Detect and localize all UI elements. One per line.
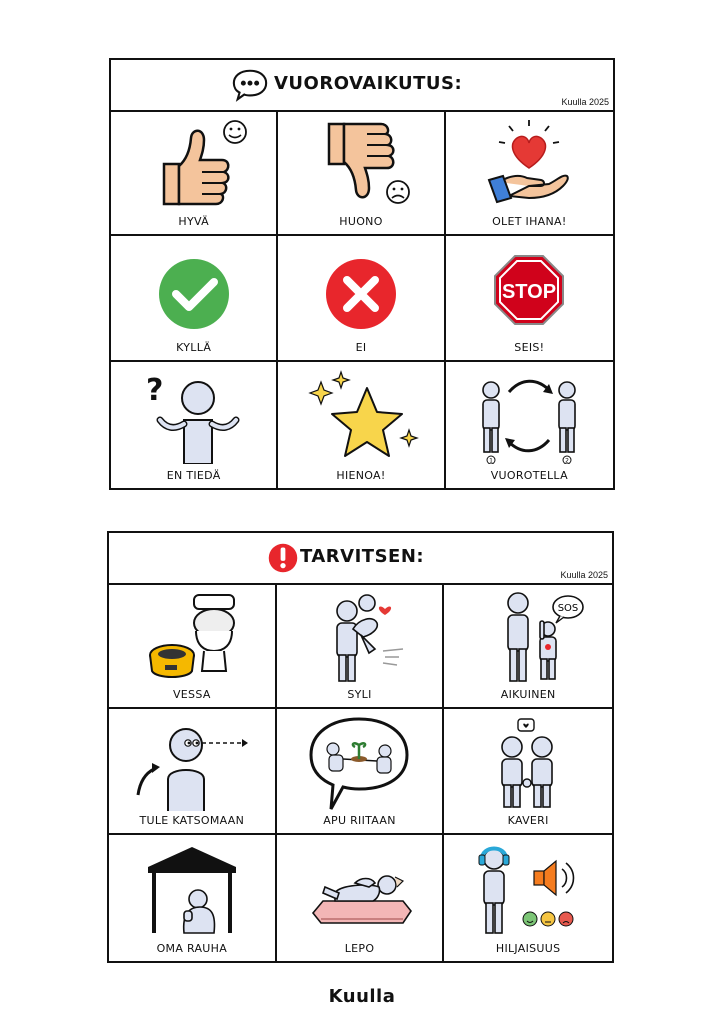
- symbol-label: OMA RAUHA: [156, 942, 228, 955]
- symbol-card-lepo[interactable]: [277, 835, 445, 961]
- symbol-card-syli[interactable]: [277, 583, 445, 709]
- thumbs-up-icon: [134, 116, 254, 212]
- symbol-card-olet-ihana[interactable]: [446, 110, 613, 236]
- look-icon: [132, 715, 252, 811]
- svg-text:?: ?: [145, 373, 164, 408]
- svg-text:SOS: SOS: [557, 603, 579, 614]
- toilet-icon: [132, 589, 252, 685]
- take-turns-icon: [469, 368, 589, 464]
- board-title: VUOROVAIKUTUS:: [274, 73, 463, 94]
- symbol-card-hyva[interactable]: [111, 110, 278, 236]
- symbol-card-hiljaisuus[interactable]: [444, 835, 612, 961]
- symbol-label: HYVÄ: [178, 215, 209, 228]
- board-header: [111, 60, 613, 112]
- symbol-card-tule-katsomaan[interactable]: [109, 709, 277, 835]
- symbol-label: TULE KATSOMAAN: [139, 814, 245, 827]
- symbol-card-apu-riitaan[interactable]: [277, 709, 445, 835]
- symbol-card-vuorotella[interactable]: [446, 362, 613, 488]
- symbol-label: HUONO: [339, 215, 383, 228]
- symbol-label: APU RIITAAN: [323, 814, 396, 827]
- symbol-grid: [109, 583, 612, 961]
- symbol-card-huono[interactable]: [278, 110, 445, 236]
- svg-text:1: 1: [489, 457, 494, 464]
- symbol-card-oma-rauha[interactable]: [109, 835, 277, 961]
- symbol-card-vessa[interactable]: [109, 583, 277, 709]
- svg-text:2: 2: [565, 457, 570, 464]
- tent-icon: [132, 841, 252, 937]
- symbol-card-seis[interactable]: [446, 236, 613, 362]
- symbol-label: HIENOA!: [336, 469, 386, 482]
- board-title: TARVITSEN:: [300, 546, 425, 567]
- hug-icon: [299, 589, 419, 685]
- symbol-label: KYLLÄ: [176, 341, 212, 354]
- symbol-label: SYLI: [347, 688, 372, 701]
- symbol-label: VESSA: [172, 688, 211, 701]
- silence-icon: [468, 841, 588, 937]
- board-tarvitsen: [107, 531, 614, 963]
- shrug-person-icon: [134, 368, 254, 464]
- speech-bubble-icon: [231, 66, 269, 104]
- thumbs-down-icon: [301, 116, 421, 212]
- symbol-label: LEPO: [344, 942, 375, 955]
- symbol-label: KAVERI: [507, 814, 549, 827]
- star-icon: [301, 368, 421, 464]
- stop-sign-icon: [469, 242, 589, 338]
- symbol-label: VUOROTELLA: [490, 469, 568, 482]
- heart-hand-icon: [469, 116, 589, 212]
- credit-text: Kuulla 2025: [561, 97, 609, 107]
- symbol-card-hienoa[interactable]: [278, 362, 445, 488]
- symbol-card-ei[interactable]: [278, 236, 445, 362]
- check-circle-icon: [134, 242, 254, 338]
- board-header: [109, 533, 612, 585]
- symbol-card-en-tieda[interactable]: [111, 362, 278, 488]
- board-vuorovaikutus: [109, 58, 615, 490]
- footer-brand: Kuulla: [328, 986, 396, 1007]
- x-circle-icon: [301, 242, 421, 338]
- symbol-card-kaveri[interactable]: [444, 709, 612, 835]
- symbol-label: EI: [355, 341, 367, 354]
- symbol-card-kylla[interactable]: [111, 236, 278, 362]
- exclamation-icon: [264, 539, 302, 577]
- symbol-label: AIKUINEN: [500, 688, 556, 701]
- symbol-label: EN TIEDÄ: [166, 469, 221, 482]
- conflict-help-icon: [299, 715, 419, 811]
- symbol-grid: [111, 110, 613, 488]
- svg-text:STOP: STOP: [502, 281, 557, 303]
- friend-icon: [468, 715, 588, 811]
- symbol-label: OLET IHANA!: [492, 215, 567, 228]
- symbol-card-aikuinen[interactable]: [444, 583, 612, 709]
- adult-sos-icon: [468, 589, 588, 685]
- rest-icon: [299, 841, 419, 937]
- symbol-label: SEIS!: [514, 341, 545, 354]
- credit-text: Kuulla 2025: [560, 570, 608, 580]
- symbol-label: HILJAISUUS: [495, 942, 561, 955]
